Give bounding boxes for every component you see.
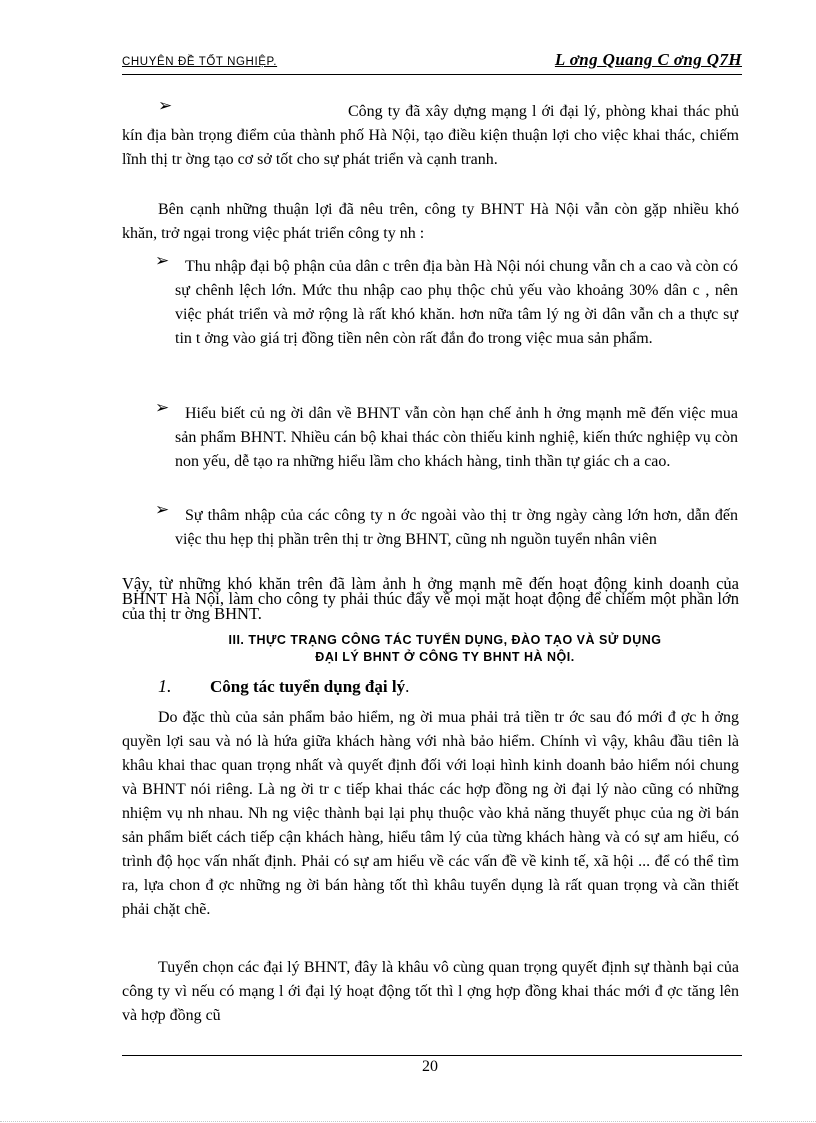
bullet-arrow-icon: ➢ <box>155 500 170 519</box>
paragraph-difficulties-intro: Bên cạnh những thuận lợi đã nêu trên, công ty BHNT Hà Nội vẫn còn gặp nhiều khó khăn, trở ngại trong việc phát triển công ty nh : <box>122 201 739 242</box>
header-author-name: L ơng Quang C ơng Q7H <box>554 50 742 69</box>
page-header <box>122 52 742 75</box>
bullet-arrow-icon: ➢ <box>155 251 170 270</box>
bullet-foreign-competition: Sự thâm nhập của các công ty n ớc ngoài vào thị tr ờng ngày càng lớn hơn, dẫn đến việc thu hẹp thị phần trên thị tr ờng BHNT, cũng nh nguồn tuyển nhân viên <box>175 507 738 548</box>
header-thesis-label: CHUYÊN ĐỀ TỐT NGHIỆP. <box>122 56 278 68</box>
section-heading <box>150 632 740 666</box>
page-bottom-border <box>0 1121 816 1122</box>
paragraph-network: Công ty đã xây dựng mạng l ới đại lý, phòng khai thác phủ kín địa bàn trọng điểm của thành phố Hà Nội, tạo điều kiện thuận lợi cho việc khai thác, chiếm lĩnh thị tr ờng tạo cơ sở tốt cho sự phát triển và cạnh tranh. <box>122 103 739 168</box>
bullet-awareness: Hiểu biết củ ng ời dân về BHNT vẫn còn hạn chế ảnh h ởng mạnh mẽ đến việc mua sản phẩm BHNT. Nhiều cán bộ khai thác còn thiếu kinh nghiệ, kiến thức nghiệp vụ còn non yếu, dễ tạo ra những hiểu lầm cho khách hàng, tinh thần tự giác ch a cao. <box>175 405 738 470</box>
paragraph-conclusion: Vậy, từ những khó khăn trên đã làm ảnh h ởng mạnh mẽ đến hoạt động kinh doanh của BHNT Hà Nội, làm cho công ty phải thúc đẩy về mọi mặt hoạt động để chiếm một phần lớn của thị tr ờng BHNT. <box>122 574 739 623</box>
paragraph-recruitment: Do đặc thù của sản phẩm bảo hiểm, ng ời mua phải trả tiền tr ớc sau đó mới đ ợc h ởng quyền lợi sau và nó là hứa giữa khách hàng với nhà bảo hiểm. Chính vì vậy, khâu đầu tiên là khâu khai thac quan trọng nhất và quyết định đối với loại hình kinh doanh bảo hiểm nói chung và BHNT nói riêng. Là ng ời tr c tiếp khai thác các hợp đồng ng ời đại lý nào cũng có những nhiệm vụ nh nhau. Nh ng việc thành bại lại phụ thuộc vào khả năng thuyết phục của ng ời bán sản phẩm biết cách tiếp cận khách hàng, hiểu tâm lý của từng khách hàng và có sự am hiểu, có trình độ học vấn nhất định. Phải có sự am hiểu về các vấn đề về kinh tế, xã hội ... để có thể tìm ra, lựa chon đ ợc những ng ời bán hàng tốt thì khâu tuyển dụng là rất quan trọng và cần thiết phải chặt chẽ. <box>122 709 739 918</box>
page-number: 20 <box>422 1058 438 1075</box>
section-heading-line-1: III. THỰC TRẠNG CÔNG TÁC TUYỂN DỤNG, ĐÀO TẠO VÀ SỬ DỤNG <box>228 633 662 647</box>
bullet-arrow-icon: ➢ <box>158 96 173 115</box>
bullet-arrow-icon: ➢ <box>155 398 170 417</box>
paragraph-selection: Tuyển chọn các đại lý BHNT, đây là khâu vô cùng quan trọng quyết định sự thành bại của công ty vì nếu có mạng l ới đại lý hoạt động tốt thì l ợng hợp đồng khai thác mới đ ợc tăng lên và hợp đồng cũ <box>122 959 739 1024</box>
subsection-title: Công tác tuyển dụng đại lý. <box>210 677 410 696</box>
section-heading-line-2: ĐẠI LÝ BHNT Ở CÔNG TY BHNT HÀ NỘI. <box>315 650 575 664</box>
subsection-number: 1. <box>158 676 172 696</box>
footer-rule <box>122 1055 742 1056</box>
bullet-income: Thu nhập đại bộ phận của dân c trên địa bàn Hà Nội nói chung vẫn ch a cao và còn có sự chênh lệch lớn. Mức thu nhập cao phụ thộc chủ yếu vào khoảng 30% dân c , nên việc phát triển và mở rộng là rất khó khăn. hơn nữa tâm lý ng ời dân vẫn ch a thực sự tin t ởng vào giá trị đồng tiền nên còn rất đắn đo trong việc mua sản phẩm. <box>175 258 738 347</box>
